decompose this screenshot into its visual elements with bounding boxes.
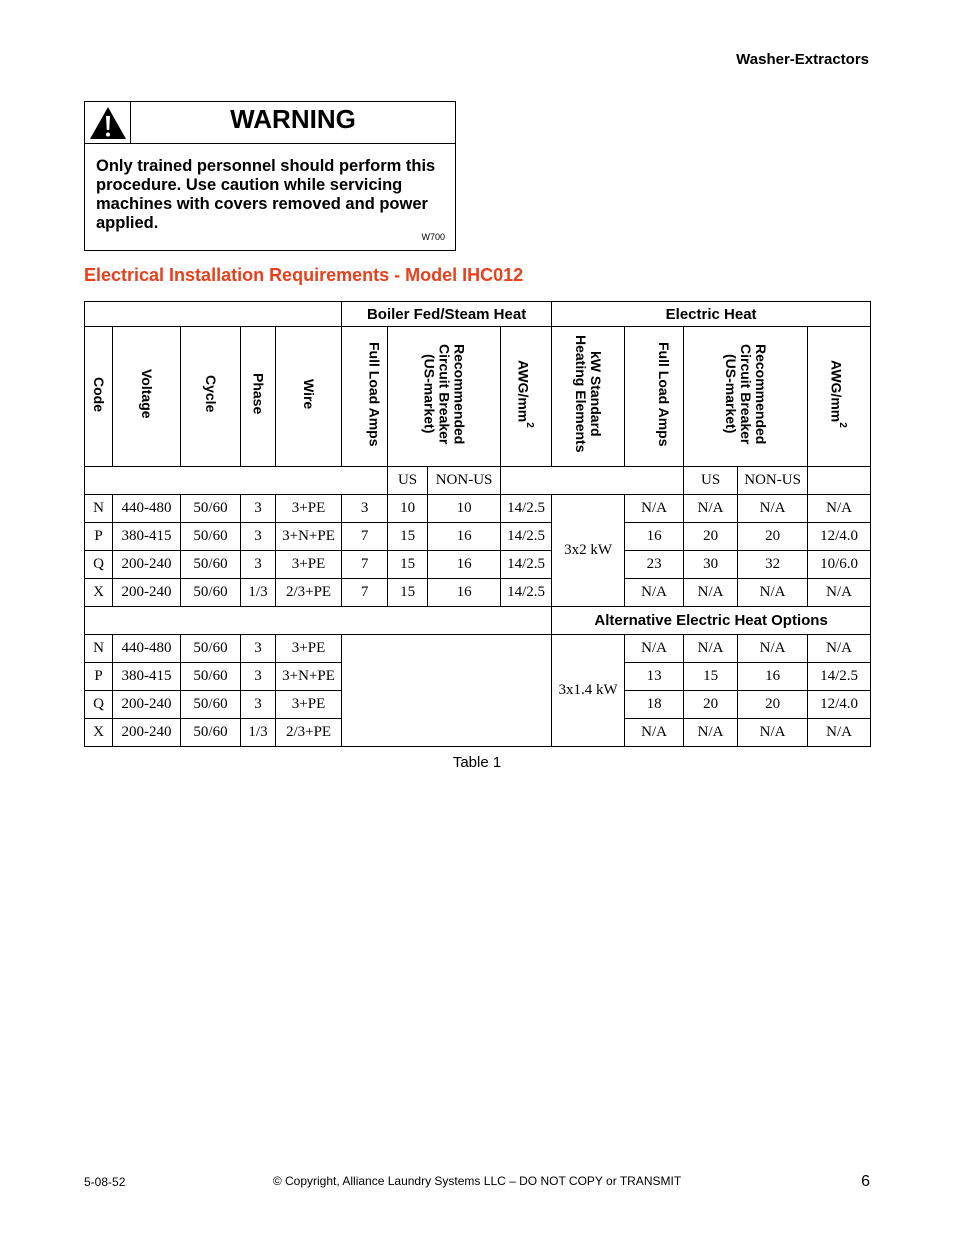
- cell-awg: 14/2.5: [501, 551, 552, 579]
- cell-e-us: N/A: [684, 719, 738, 747]
- col-kw-standard: [552, 327, 625, 467]
- cell-us: 15: [388, 579, 428, 607]
- cell-cycle: 50/60: [181, 691, 241, 719]
- cell-voltage: 200-240: [113, 551, 181, 579]
- cell-code: P: [85, 663, 113, 691]
- cell-kw-alt: 3x1.4 kW: [552, 635, 625, 747]
- cell-cycle: 50/60: [181, 579, 241, 607]
- subheader-row: [85, 467, 871, 495]
- cell-e-fla: 18: [625, 691, 684, 719]
- empty-alt-cell: [85, 607, 552, 635]
- col-full-load-amps-label: Full Load Amps: [366, 341, 383, 447]
- sub-us-electric: US: [684, 467, 738, 495]
- cell-code: Q: [85, 691, 113, 719]
- cell-e-non-us: N/A: [738, 495, 808, 523]
- awg-sup: 2: [836, 422, 848, 428]
- cell-e-awg: N/A: [808, 635, 871, 663]
- warning-triangle-icon: [89, 106, 127, 140]
- col-circuit-breaker: [388, 327, 501, 467]
- cell-e-fla: N/A: [625, 579, 684, 607]
- cell-e-us: 20: [684, 523, 738, 551]
- warning-header: [85, 102, 455, 144]
- cell-e-awg: 12/4.0: [808, 523, 871, 551]
- table-row: [85, 523, 871, 551]
- cell-wire: 3+PE: [276, 691, 342, 719]
- cell-fla: 7: [342, 523, 388, 551]
- col-cycle: [181, 327, 241, 467]
- cell-phase: 1/3: [241, 719, 276, 747]
- alt-options-header-row: [85, 607, 871, 635]
- cell-e-fla: N/A: [625, 635, 684, 663]
- cell-voltage: 440-480: [113, 495, 181, 523]
- cell-phase: 3: [241, 495, 276, 523]
- cell-awg: 14/2.5: [501, 495, 552, 523]
- cell-wire: 3+PE: [276, 635, 342, 663]
- cell-phase: 3: [241, 663, 276, 691]
- cell-e-fla: 23: [625, 551, 684, 579]
- group-boiler-header: Boiler Fed/Steam Heat: [342, 302, 552, 327]
- cell-non-us: 16: [428, 579, 501, 607]
- warning-title: WARNING: [230, 104, 356, 134]
- cell-voltage: 200-240: [113, 579, 181, 607]
- awg-text: AWG/mm: [515, 360, 532, 423]
- group-electric-header: Electric Heat: [552, 302, 871, 327]
- cell-phase: 3: [241, 551, 276, 579]
- col-circuit-breaker-label: Recommended Circuit Breaker (US-market): [421, 343, 468, 445]
- cell-wire: 3+N+PE: [276, 523, 342, 551]
- col-electric-circuit-breaker-label: Recommended Circuit Breaker (US-market): [723, 343, 770, 445]
- table-caption: Table 1: [452, 754, 502, 771]
- col-phase: [241, 327, 276, 467]
- cell-e-us: 20: [684, 691, 738, 719]
- cell-e-non-us: N/A: [738, 579, 808, 607]
- cell-voltage: 380-415: [113, 663, 181, 691]
- sub-us: US: [388, 467, 428, 495]
- cell-e-awg: N/A: [808, 719, 871, 747]
- col-wire-label: Wire: [301, 378, 318, 410]
- cell-cycle: 50/60: [181, 635, 241, 663]
- cell-e-us: N/A: [684, 635, 738, 663]
- section-title: Electrical Installation Requirements - Model IHC012: [84, 265, 524, 285]
- column-header-row: [85, 327, 871, 467]
- cell-phase: 3: [241, 691, 276, 719]
- cell-code: Q: [85, 551, 113, 579]
- col-phase-label: Phase: [250, 373, 267, 415]
- cell-e-us: N/A: [684, 495, 738, 523]
- cell-wire: 3+PE: [276, 551, 342, 579]
- col-cycle-label: Cycle: [203, 375, 219, 413]
- group-header-row: [85, 302, 871, 327]
- cell-code: X: [85, 579, 113, 607]
- warning-icon-cell: [85, 102, 131, 143]
- cell-e-awg: N/A: [808, 495, 871, 523]
- col-code: [85, 327, 113, 467]
- empty-sub-cell: [85, 467, 388, 495]
- alt-options-title: Alternative Electric Heat Options: [552, 607, 871, 635]
- cell-e-non-us: N/A: [738, 635, 808, 663]
- empty-sub-cell: [501, 467, 684, 495]
- cell-phase: 3: [241, 635, 276, 663]
- col-voltage-label: Voltage: [139, 369, 155, 419]
- footer-copyright: © Copyright, Alliance Laundry Systems LLC – DO NOT COPY or TRANSMIT: [272, 1174, 682, 1188]
- cell-non-us: 10: [428, 495, 501, 523]
- empty-header-cell: [85, 302, 342, 327]
- col-electric-awg: [808, 327, 871, 467]
- col-electric-circuit-breaker: [684, 327, 808, 467]
- col-electric-full-load-amps-label: Full Load Amps: [656, 341, 673, 447]
- warning-box: [84, 101, 456, 251]
- cell-voltage: 200-240: [113, 719, 181, 747]
- cell-e-fla: N/A: [625, 719, 684, 747]
- cell-code: N: [85, 495, 113, 523]
- warning-text: Only trained personnel should perform this procedure. Use caution while servicing machines with covers removed and power applied.: [96, 157, 436, 232]
- cell-e-non-us: 16: [738, 663, 808, 691]
- cell-e-fla: 16: [625, 523, 684, 551]
- cell-cycle: 50/60: [181, 523, 241, 551]
- cell-cycle: 50/60: [181, 495, 241, 523]
- cell-e-fla: 13: [625, 663, 684, 691]
- cell-e-non-us: 20: [738, 523, 808, 551]
- cell-phase: 3: [241, 523, 276, 551]
- table-row: [85, 551, 871, 579]
- cell-e-us: 15: [684, 663, 738, 691]
- cell-awg: 14/2.5: [501, 523, 552, 551]
- cell-awg: 14/2.5: [501, 579, 552, 607]
- cell-e-awg: 12/4.0: [808, 691, 871, 719]
- cell-wire: 3+PE: [276, 495, 342, 523]
- col-full-load-amps: [342, 327, 388, 467]
- cell-code: N: [85, 635, 113, 663]
- cell-cycle: 50/60: [181, 551, 241, 579]
- cell-fla: 3: [342, 495, 388, 523]
- cell-us: 15: [388, 523, 428, 551]
- sub-non-us: NON-US: [428, 467, 501, 495]
- col-electric-awg-label: [828, 360, 850, 428]
- col-electric-full-load-amps: [625, 327, 684, 467]
- cell-e-non-us: N/A: [738, 719, 808, 747]
- col-voltage: [113, 327, 181, 467]
- cell-e-awg: N/A: [808, 579, 871, 607]
- cell-fla: 7: [342, 551, 388, 579]
- cell-fla: 7: [342, 579, 388, 607]
- col-kw-standard-label: kW Standard Heating Elements: [573, 335, 605, 453]
- empty-alt-block: [342, 635, 552, 747]
- cell-voltage: 440-480: [113, 635, 181, 663]
- awg-sup: 2: [523, 422, 535, 428]
- warning-code: W700: [421, 232, 445, 242]
- cell-voltage: 200-240: [113, 691, 181, 719]
- table-row: [85, 635, 871, 663]
- empty-sub-cell: [808, 467, 871, 495]
- cell-e-non-us: 32: [738, 551, 808, 579]
- header-title: Washer-Extractors: [736, 51, 869, 68]
- cell-e-us: 30: [684, 551, 738, 579]
- col-awg: [501, 327, 552, 467]
- cell-wire: 3+N+PE: [276, 663, 342, 691]
- cell-phase: 1/3: [241, 579, 276, 607]
- cell-cycle: 50/60: [181, 719, 241, 747]
- cell-non-us: 16: [428, 523, 501, 551]
- cell-e-awg: 14/2.5: [808, 663, 871, 691]
- col-awg-label: [515, 360, 537, 428]
- cell-e-non-us: 20: [738, 691, 808, 719]
- awg-text: AWG/mm: [828, 360, 845, 423]
- cell-wire: 2/3+PE: [276, 719, 342, 747]
- cell-kw-standard: 3x2 kW: [552, 495, 625, 607]
- cell-e-fla: N/A: [625, 495, 684, 523]
- cell-voltage: 380-415: [113, 523, 181, 551]
- table-row: [85, 579, 871, 607]
- page-number: 6: [861, 1173, 870, 1190]
- cell-cycle: 50/60: [181, 663, 241, 691]
- cell-code: X: [85, 719, 113, 747]
- cell-non-us: 16: [428, 551, 501, 579]
- cell-us: 10: [388, 495, 428, 523]
- footer-doc-code: 5-08-52: [84, 1175, 126, 1189]
- electrical-requirements-table: [84, 301, 871, 747]
- cell-wire: 2/3+PE: [276, 579, 342, 607]
- cell-code: P: [85, 523, 113, 551]
- table-row: [85, 495, 871, 523]
- col-code-label: Code: [91, 376, 107, 412]
- cell-us: 15: [388, 551, 428, 579]
- sub-non-us-electric: NON-US: [738, 467, 808, 495]
- cell-e-awg: 10/6.0: [808, 551, 871, 579]
- cell-e-us: N/A: [684, 579, 738, 607]
- col-wire: [276, 327, 342, 467]
